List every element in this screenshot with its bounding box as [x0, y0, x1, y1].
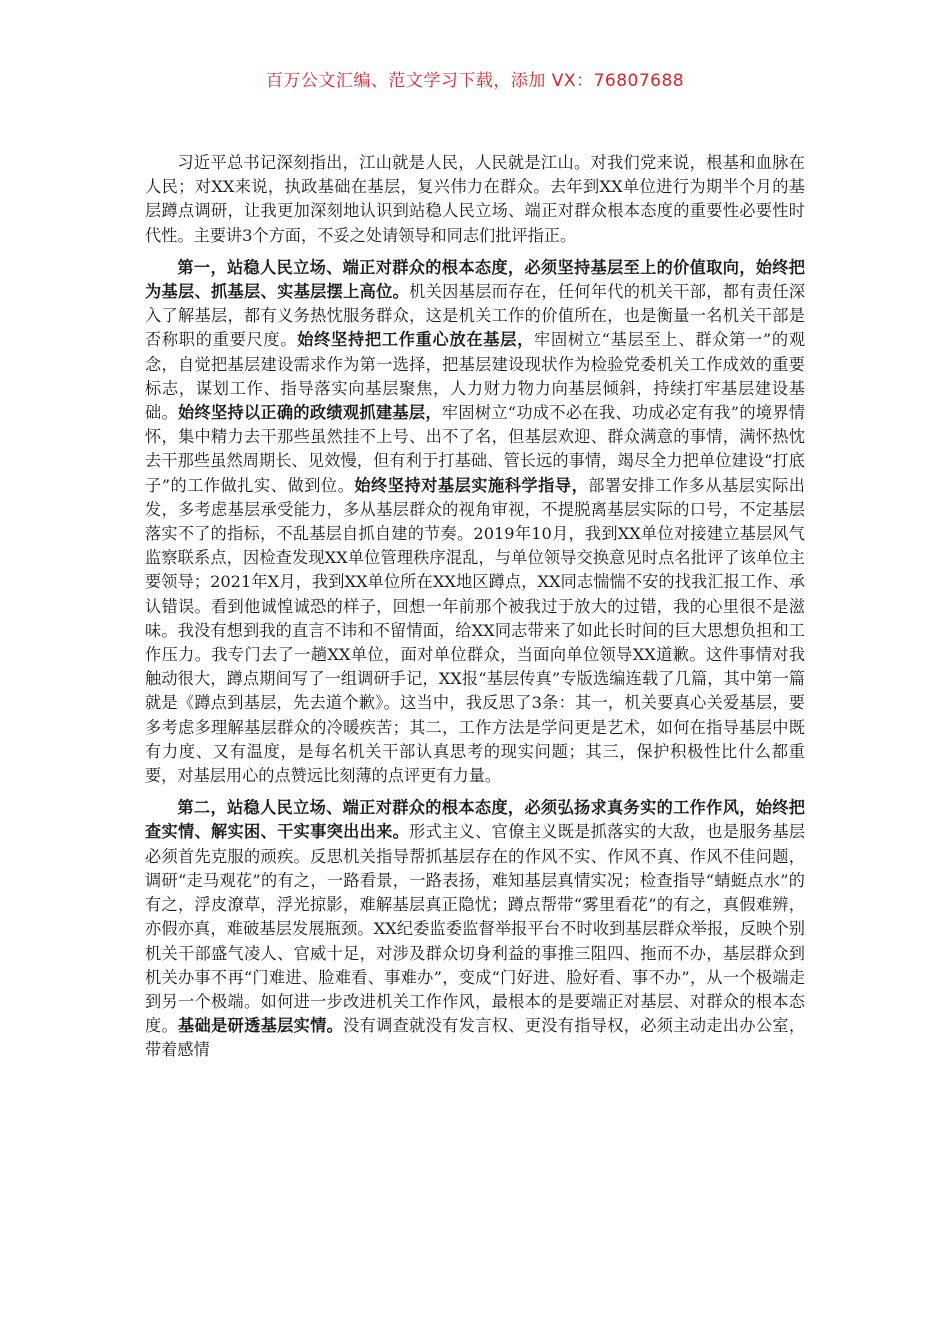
paragraph-intro [145, 151, 805, 248]
point-one-text-2: 牢固树立“基层至上、群众第一”的观念，自觉把基层建设需求作为第一选择，把基层建设现状作为检验党委机关工作成效的重要标志，谋划工作、指导落实向基层聚焦，人力财力物力向基层倾斜，持续打牢基层建设基础。 [145, 330, 806, 423]
promo-banner [0, 66, 950, 91]
point-one-heading: 第一，站稳人民立场、端正对群众的根本态度，必须坚持基层至上的价值取向，始终把为基层、抓基层、实基层摆上高位。 [145, 257, 805, 302]
point-one-sub-heading-3: 始终坚持对基层实施科学指导， [354, 475, 589, 495]
point-one-text-1: 机关因基层而存在，任何年代的机关干部，都有责任深入了解基层，都有义务热忱服务群众，这是机关工作的价值所在，也是衡量一名机关干部是否称职的重要尺度。 [145, 282, 806, 350]
promo-banner-text: 百万公文汇编、范文学习下载，添加 VX：76807688 [265, 71, 685, 91]
point-one-sub-heading-1: 始终坚持把工作重心放在基层， [297, 330, 535, 350]
paragraph-first-point [145, 256, 805, 788]
paragraph-second-point [145, 796, 805, 1062]
point-one-text-3: 牢固树立“功成不必在我、功成必定有我”的境界情怀，集中精力去干那些虽然挂不上号、出不了名，但基层欢迎、群众满意的事情，满怀热忱去干那些虽然周期长、见效慢，但有利于打基础、管长远的事情，竭尽全力把单位建设“打底子”的工作做扎实、做到位。 [145, 403, 805, 495]
point-two-text-1: 形式主义、官僚主义既是抓落实的大敌，也是服务基层必须首先克服的顽疾。反思机关指导帮抓基层存在的作风不实、作风不真、作风不佳问题，调研“走马观花”的有之，一路看景，一路表扬，难知基层真情实况；检查指导“蜻蜓点水”的有之，浮皮潦草，浮光掠影，难解基层真正隐忧；蹲点帮带“雾里看花”的有之，真假难辨，亦假亦真，难破基层发展瓶颈。XX纪委监委监督举报平台不时收到基层群众举报，反映个别机关干部盛气凌人、官威十足，对涉及群众切身利益的事推三阻四、拖而不办，基层群众到机关办事不再“门难进、脸难看、事难办”，变成“门好进、脸好看、事不办”，从一个极端走到另一个极端。如何进一步改进机关工作作风，最根本的是要端正对基层、对群众的根本态度。 [145, 822, 806, 1036]
point-one-sub-heading-2: 始终坚持以正确的政绩观抓建基层， [177, 403, 442, 423]
point-two-heading: 第二，站稳人民立场、端正对群众的根本态度，必须弘扬求真务实的工作作风，始终把查实情、解实困、干实事突出出来。 [145, 798, 805, 842]
point-two-sub-heading-1: 基础是研透基层实情。 [178, 1016, 344, 1036]
point-two-text-2: 没有调查就没有发言权、更没有指导权，必须主动走出办公室，带着感情 [145, 1016, 806, 1060]
point-one-text-4: 部署安排工作多从基层实际出发，多考虑基层承受能力，多从基层群众的视角审视，不提脱离基层实际的口号，不定基层落实不了的指标，不乱基层自抓自建的节奏。2019年10月，我到XX单位对接建立基层风气监察联系点，因检查发现XX单位管理秩序混乱，与单位领导交换意见时点名批评了该单位主要领导；2021年X月，我到XX单位所在XX地区蹲点，XX同志惴惴不安的找我汇报工作、承认错误。看到他诚惶诚恐的样子，回想一年前那个被我过于放大的过错，我的心里很不是滋味。我没有想到我的直言不讳和不留情面，给XX同志带来了如此长时间的巨大思想负担和工作压力。我专门去了一趟XX单位，面对单位群众，当面向单位领导XX道歉。这件事情对我触动很大，蹲点期间写了一组调研手记，XX报“基层传真”专版选编连载了几篇，其中第一篇就是《蹲点到基层，先去道个歉》。这当中，我反思了3条：其一，机关要真心关爱基层，要多考虑多理解基层群众的冷暖疾苦；其二，工作方法是学问更是艺术，如何在指导基层中既有力度、又有温度，是每名机关干部认真思考的现实问题；其三，保护积极性比什么都重要，对基层用心的点赞远比刻薄的点评更有力量。 [145, 475, 805, 786]
paragraph-intro-text: 习近平总书记深刻指出，江山就是人民，人民就是江山。对我们党来说，根基和血脉在人民；对XX来说，执政基础在基层，复兴伟力在群众。去年到XX单位进行为期半个月的基层蹲点调研，让我更加深刻地认识到站稳人民立场、端正对群众根本态度的重要性必要性时代性。主要讲3个方面，不妥之处请领导和同志们批评指正。 [145, 153, 805, 245]
document-body [145, 151, 805, 1071]
